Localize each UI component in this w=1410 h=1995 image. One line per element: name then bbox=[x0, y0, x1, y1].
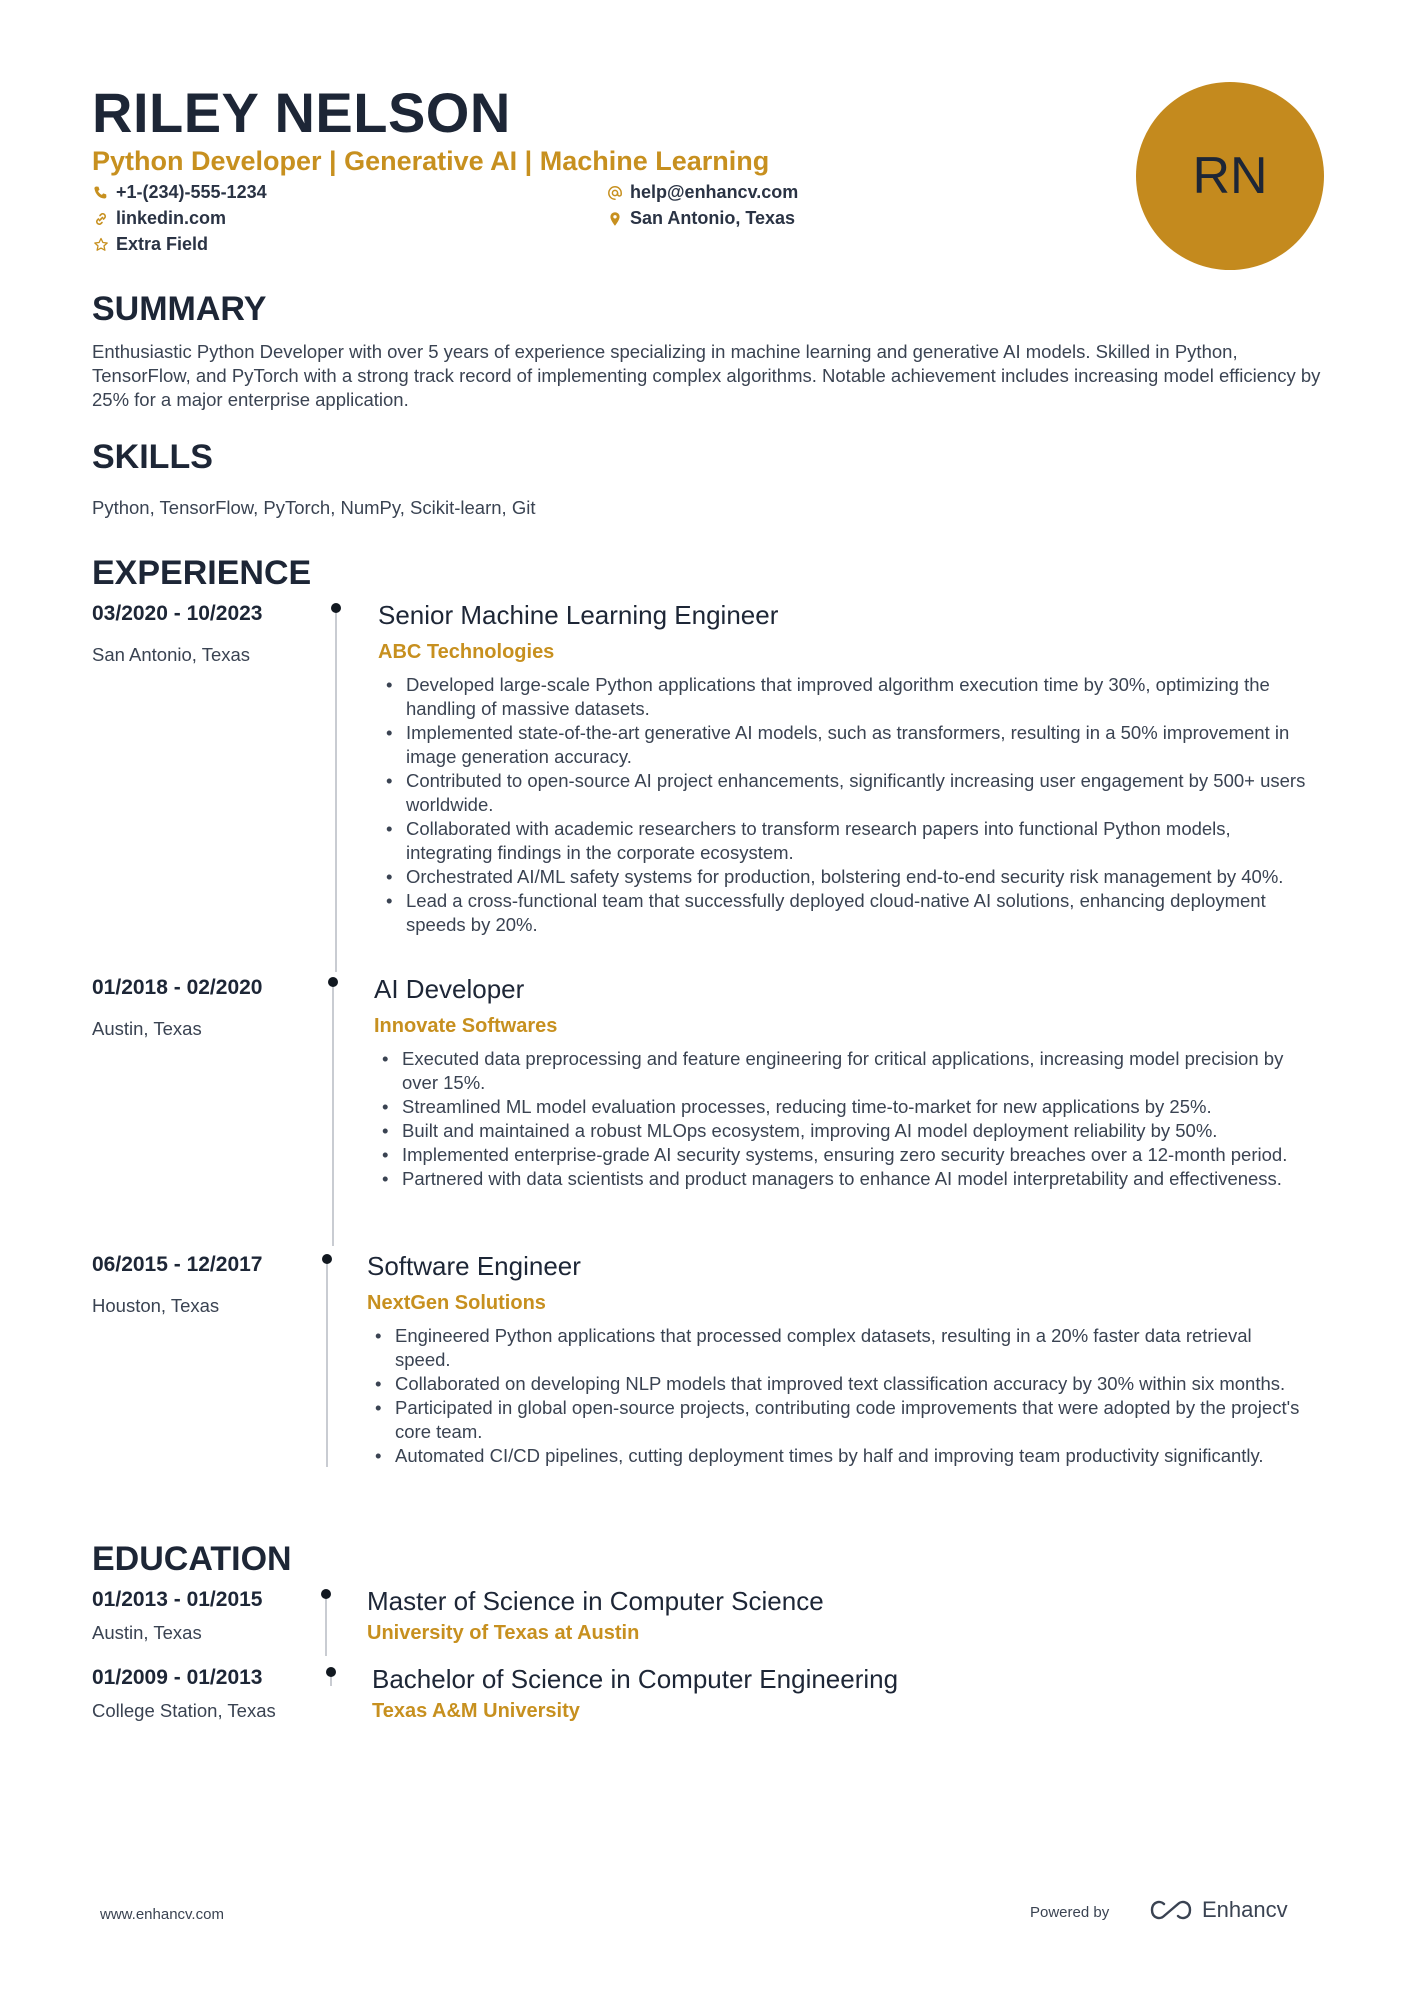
bullet-item: • Built and maintained a robust MLOps ecosystem, improving AI model deployment reliability by 50%. bbox=[374, 1119, 1314, 1143]
email-text[interactable]: help@enhancv.com bbox=[630, 182, 799, 202]
experience-bullets bbox=[378, 673, 1318, 937]
skills-heading: SKILLS bbox=[92, 438, 213, 476]
footer-powered-by: Powered by bbox=[1030, 1904, 1110, 1921]
location-text: San Antonio, Texas bbox=[630, 208, 796, 228]
education-dates: 01/2013 - 01/2015 bbox=[92, 1588, 263, 1611]
enhancv-logo-icon bbox=[1148, 1896, 1194, 1924]
phone-text: +1-(234)-555-1234 bbox=[116, 182, 267, 202]
experience-company: Innovate Softwares bbox=[374, 1015, 558, 1037]
bullet-item: • Executed data preprocessing and feature engineering for critical applications, increasing model precision by over 15%. bbox=[374, 1047, 1314, 1095]
timeline-line bbox=[325, 1596, 327, 1656]
experience-role: Software Engineer bbox=[367, 1251, 581, 1281]
extra-text: Extra Field bbox=[116, 234, 209, 254]
summary-heading: SUMMARY bbox=[92, 290, 267, 328]
experience-location: San Antonio, Texas bbox=[92, 644, 251, 665]
avatar bbox=[1136, 82, 1324, 270]
experience-company: ABC Technologies bbox=[378, 641, 555, 663]
bullet-item: • Implemented enterprise-grade AI security systems, ensuring zero security breaches over a 12-month period. bbox=[374, 1143, 1314, 1167]
timeline-dot bbox=[331, 603, 341, 613]
experience-location: Houston, Texas bbox=[92, 1295, 220, 1316]
bullet-item: • Participated in global open-source projects, contributing code improvements that were adopted by the project's core team. bbox=[367, 1396, 1307, 1444]
timeline-dot bbox=[328, 977, 338, 987]
bullet-item: • Streamlined ML model evaluation processes, reducing time-to-market for new applications by 25%. bbox=[374, 1095, 1314, 1119]
candidate-name: RILEY NELSON bbox=[92, 81, 511, 144]
timeline-line bbox=[335, 610, 337, 972]
skills-text: Python, TensorFlow, PyTorch, NumPy, Scikit-learn, Git bbox=[92, 497, 536, 518]
footer-brand[interactable] bbox=[1148, 1896, 1288, 1924]
avatar-initials: RN bbox=[1192, 147, 1268, 205]
phone-icon bbox=[92, 184, 110, 202]
timeline-line bbox=[332, 984, 334, 1246]
education-school: Texas A&M University bbox=[372, 1700, 580, 1722]
experience-bullets bbox=[374, 1047, 1314, 1191]
brand-name: Enhancv bbox=[1202, 1897, 1288, 1922]
map-pin-icon bbox=[606, 210, 624, 228]
experience-role: AI Developer bbox=[374, 974, 525, 1004]
education-school: University of Texas at Austin bbox=[367, 1622, 640, 1644]
bullet-item: • Collaborated with academic researchers to transform research papers into functional Python models, integrating findings in the corporate ecosystem. bbox=[378, 817, 1318, 865]
education-heading: EDUCATION bbox=[92, 1540, 292, 1578]
contact-extra bbox=[92, 234, 208, 255]
bullet-item: • Implemented state-of-the-art generative AI models, such as transformers, resulting in a 50% improvement in image generation accuracy. bbox=[378, 721, 1318, 769]
experience-location: Austin, Texas bbox=[92, 1018, 202, 1039]
contact-info bbox=[92, 182, 852, 262]
bullet-item: • Engineered Python applications that processed complex datasets, resulting in a 20% faster data retrieval speed. bbox=[367, 1324, 1307, 1372]
experience-dates: 01/2018 - 02/2020 bbox=[92, 976, 263, 999]
experience-company: NextGen Solutions bbox=[367, 1292, 546, 1314]
bullet-item: • Automated CI/CD pipelines, cutting deployment times by half and improving team productivity significantly. bbox=[367, 1444, 1307, 1468]
bullet-item: • Partnered with data scientists and product managers to enhance AI model interpretability and effectiveness. bbox=[374, 1167, 1314, 1191]
timeline-dot bbox=[326, 1667, 336, 1677]
bullet-item: • Orchestrated AI/ML safety systems for production, bolstering end-to-end security risk management by 40%. bbox=[378, 865, 1318, 889]
summary-text: Enthusiastic Python Developer with over 5 years of experience specializing in machine learning and generative AI models. Skilled in Python, TensorFlow, and PyTorch with a strong track record of implementing complex algorithms. Notable achievement includes increasing model efficiency by 25% for a major enterprise application. bbox=[92, 341, 1321, 410]
education-degree: Master of Science in Computer Science bbox=[367, 1586, 824, 1616]
bullet-item: • Contributed to open-source AI project enhancements, significantly increasing user engagement by 500+ users worldwide. bbox=[378, 769, 1318, 817]
contact-location bbox=[606, 208, 795, 229]
contact-linkedin[interactable] bbox=[92, 208, 226, 229]
education-degree: Bachelor of Science in Computer Engineering bbox=[372, 1664, 899, 1694]
contact-phone bbox=[92, 182, 267, 203]
footer-url[interactable]: www.enhancv.com bbox=[100, 1906, 224, 1923]
experience-dates: 06/2015 - 12/2017 bbox=[92, 1253, 263, 1276]
star-icon bbox=[92, 236, 110, 254]
experience-heading: EXPERIENCE bbox=[92, 554, 312, 592]
experience-dates: 03/2020 - 10/2023 bbox=[92, 602, 263, 625]
education-location: Austin, Texas bbox=[92, 1622, 202, 1643]
timeline-line bbox=[326, 1261, 328, 1467]
bullet-item: • Collaborated on developing NLP models that improved text classification accuracy by 30% within six months. bbox=[367, 1372, 1307, 1396]
timeline-dot bbox=[321, 1589, 331, 1599]
contact-email[interactable] bbox=[606, 182, 798, 203]
experience-role: Senior Machine Learning Engineer bbox=[378, 600, 779, 630]
experience-bullets bbox=[367, 1324, 1307, 1468]
timeline-dot bbox=[322, 1254, 332, 1264]
education-dates: 01/2009 - 01/2013 bbox=[92, 1666, 263, 1689]
candidate-title: Python Developer | Generative AI | Machine Learning bbox=[92, 146, 770, 176]
bullet-item: • Lead a cross-functional team that successfully deployed cloud-native AI solutions, enhancing deployment speeds by 20%. bbox=[378, 889, 1318, 937]
at-icon bbox=[606, 184, 624, 202]
bullet-item: • Developed large-scale Python applications that improved algorithm execution time by 30%, optimizing the handling of massive datasets. bbox=[378, 673, 1318, 721]
link-icon bbox=[92, 210, 110, 228]
education-location: College Station, Texas bbox=[92, 1700, 276, 1721]
linkedin-text[interactable]: linkedin.com bbox=[116, 208, 227, 228]
